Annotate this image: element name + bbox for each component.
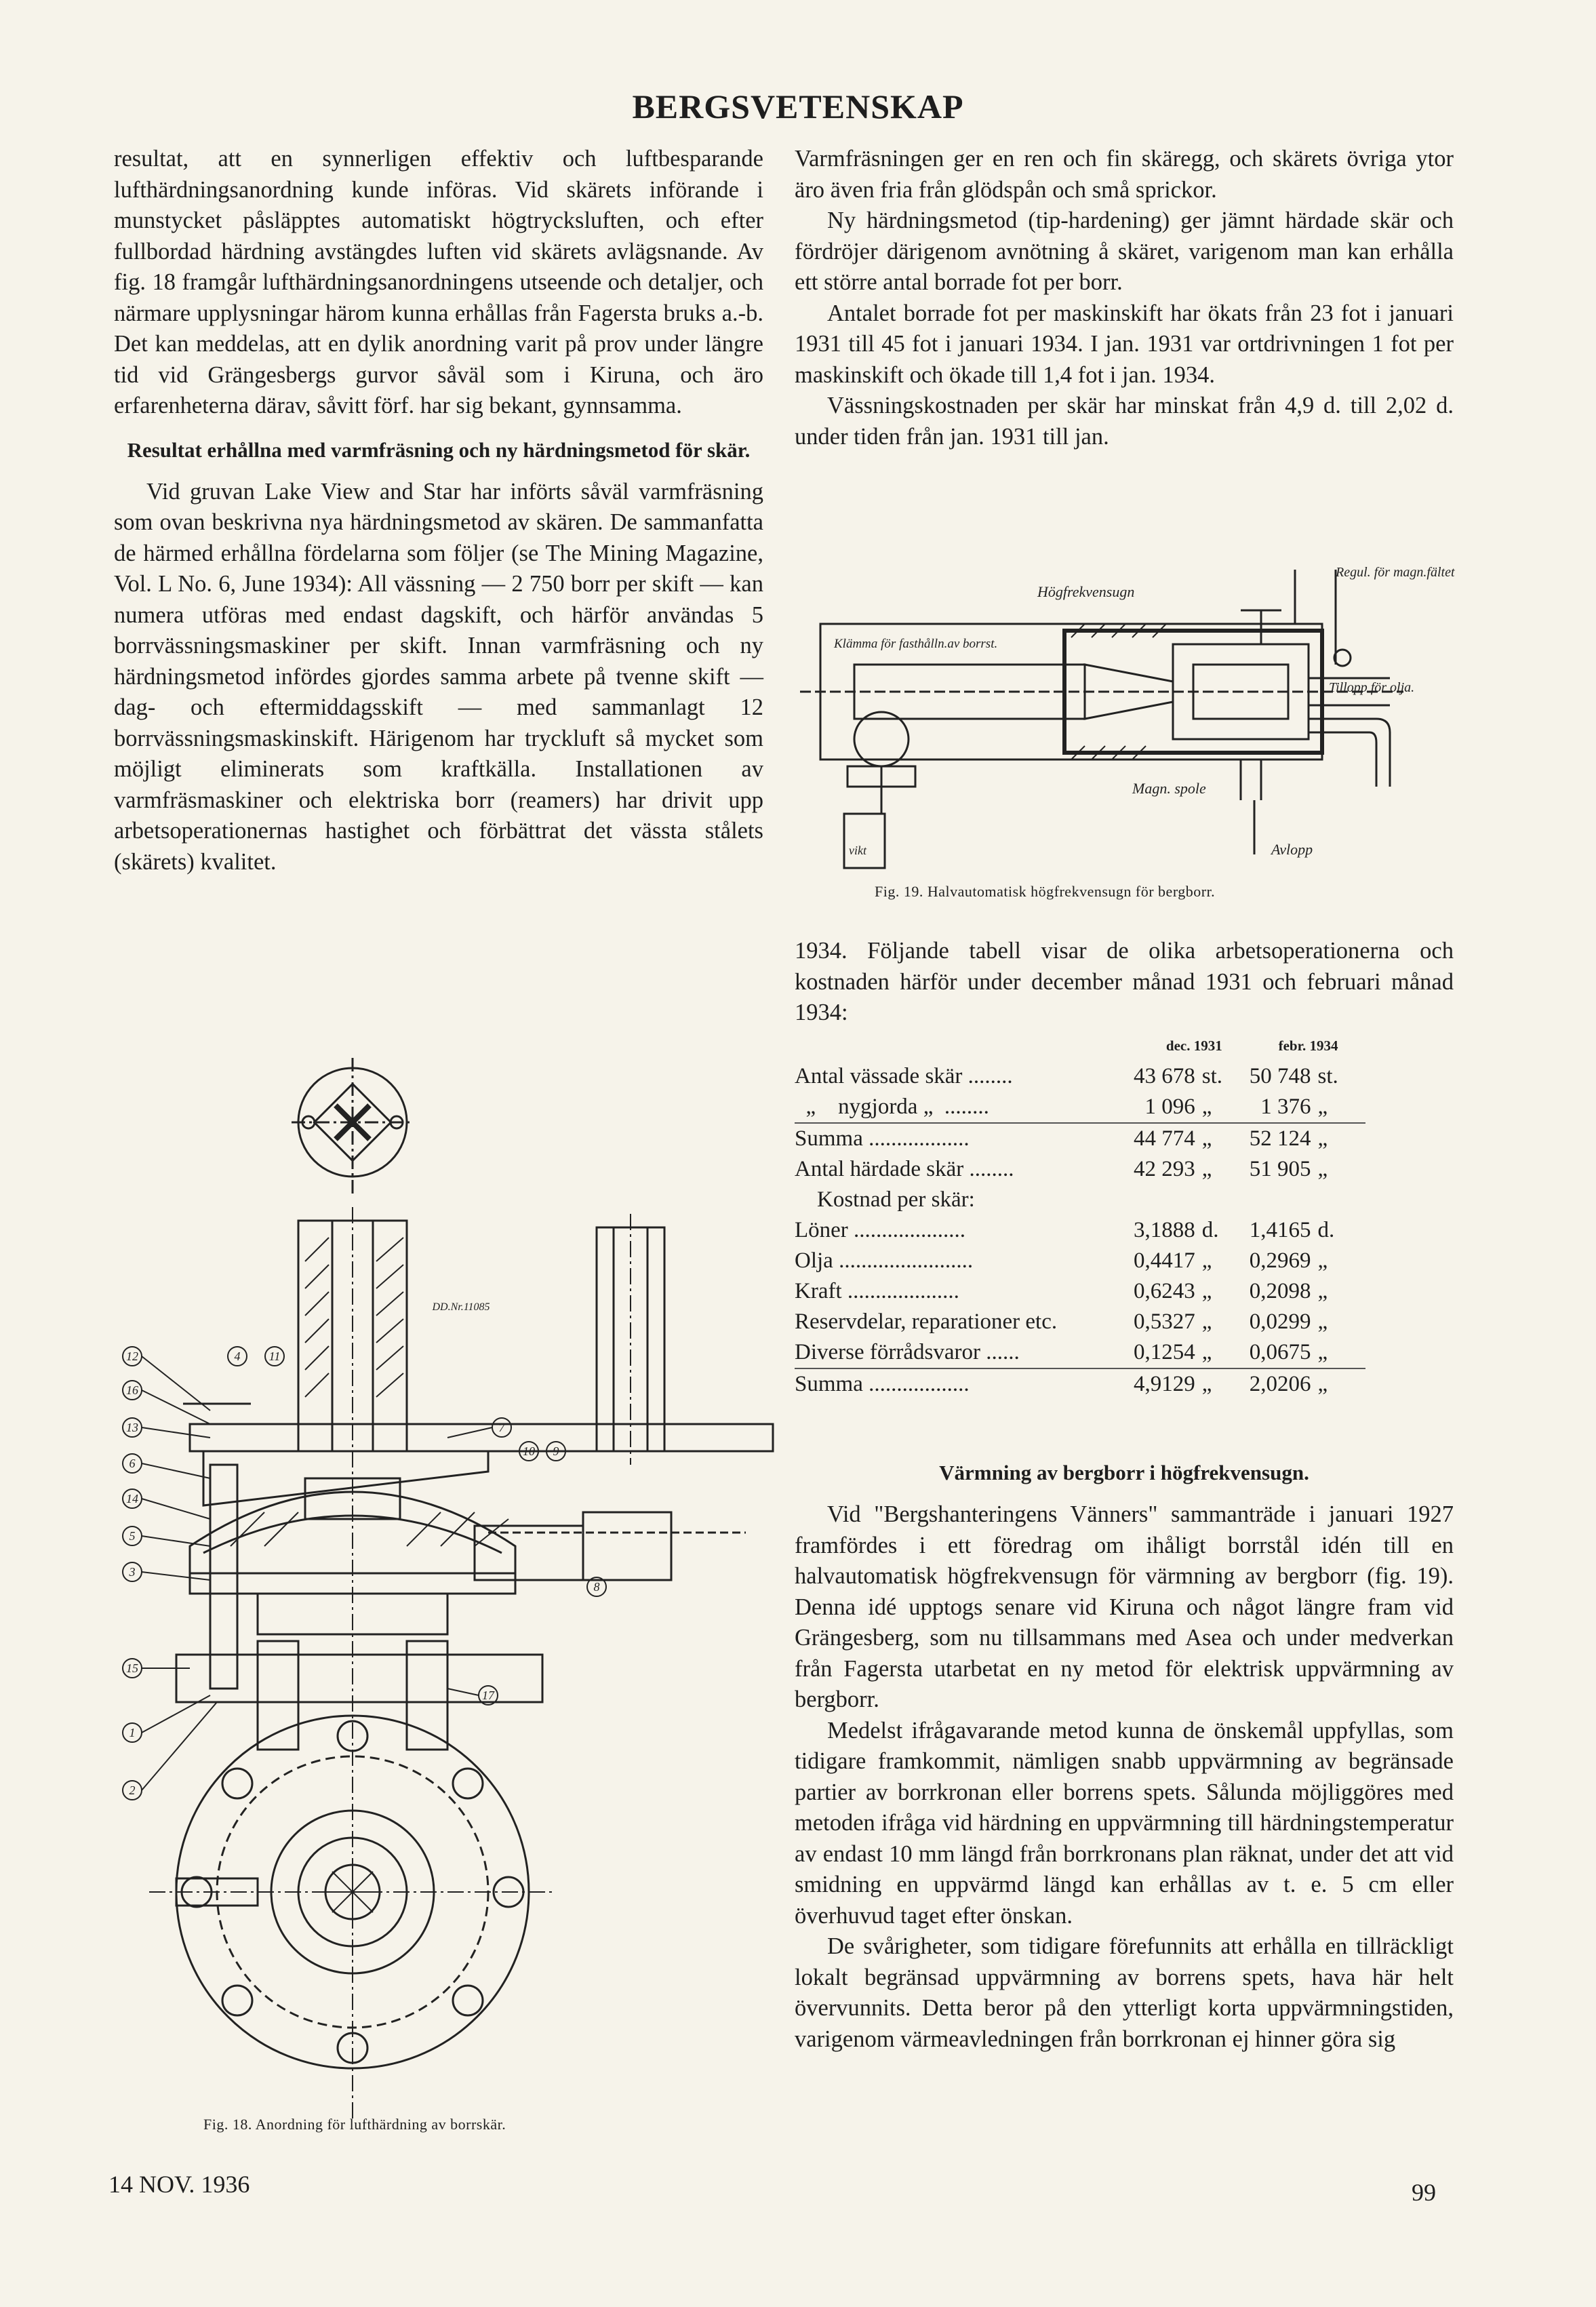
unit-1931: „ xyxy=(1201,1279,1212,1303)
value-1934: 50 748 xyxy=(1249,1064,1311,1088)
value-1934: 51 905 xyxy=(1249,1157,1311,1181)
unit-1931: „ xyxy=(1201,1309,1212,1334)
unit-1934: „ xyxy=(1317,1340,1328,1364)
unit-1931: d. xyxy=(1201,1218,1219,1242)
figure-19-caption: Fig. 19. Halvautomatisk högfrekvensugn för bergborr. xyxy=(875,883,1216,900)
left-column xyxy=(114,144,763,878)
value-1931: 44 774 xyxy=(1134,1123,1202,1154)
figure-18-drawing xyxy=(108,1058,786,2150)
table-row xyxy=(795,1123,1365,1154)
fig18-label: 11 xyxy=(268,1349,281,1363)
value-1931: 0,5327 xyxy=(1134,1309,1195,1334)
value-1931 xyxy=(1134,1185,1202,1215)
row-label: Olja ........................ xyxy=(795,1248,974,1273)
table-row xyxy=(795,1276,1365,1307)
unit-1934: „ xyxy=(1318,1368,1365,1400)
page-header: BERGSVETENSKAP xyxy=(632,87,964,125)
fig18-label: 4 xyxy=(234,1349,241,1363)
paragraph: Varmfräsningen ger en ren och fin skäregg, och skärets övriga ytor äro även fria från glödspån och små sprickor. xyxy=(795,146,1454,203)
fig18-label: 5 xyxy=(129,1529,136,1543)
fig18-drawing-number: DD.Nr.11085 xyxy=(432,1301,490,1313)
table-row xyxy=(795,1061,1365,1092)
table-row xyxy=(795,1337,1365,1368)
value-1934: 1 376 xyxy=(1260,1095,1311,1119)
row-label: Antal härdade skär ........ xyxy=(795,1157,1014,1181)
paragraph: Vid "Bergshanteringens Vänners" sammanträde i januari 1927 framfördes i ett föredrag om ihåligt borrstål idén till en halvautomatisk högfrekvensugn för värmning av bergborr (fig. 19). Denna idé upptogs senare vid Kiruna och något längre fram vid Grängesberg, som nu tillsammans med Asea och under medverkan från Fagersta utarbetat en ny metod för elektrisk uppvärmning av bergborr. xyxy=(795,1501,1454,1712)
value-1934: 2,0206 xyxy=(1250,1368,1318,1400)
value-1931: 4,9129 xyxy=(1134,1368,1202,1400)
value-1934: 0,0299 xyxy=(1249,1309,1311,1334)
table-row xyxy=(795,1185,1365,1215)
right-column-mid xyxy=(795,936,1454,1029)
unit-1931: „ xyxy=(1201,1095,1212,1119)
fig18-label: 17 xyxy=(482,1689,494,1702)
fig18-label: 10 xyxy=(523,1444,535,1458)
fig18-label: 2 xyxy=(129,1783,136,1797)
fig18-label: 14 xyxy=(126,1492,138,1505)
value-1931: 43 678 xyxy=(1134,1064,1195,1088)
page-number: 99 xyxy=(1412,2179,1436,2206)
fig18-label: 13 xyxy=(126,1421,138,1434)
fig18-label: 9 xyxy=(553,1444,559,1458)
paragraph: Medelst ifrågavarande metod kunna de önskemål uppfyllas, som tidigare framkommit, nämligen snabb uppvärmning av begränsade partier av borrkronan eller borrens spets. Sålunda möjliggöres med metoden ifråga vid härdning en uppvärmning till härdningstemperatur av endast 10 mm längd från borrkronans plan räknat, under det att vid smidning en uppvärmd längd kan erhållas av t. e. 5 cm eller överhuvud taget efter önskan. xyxy=(795,1717,1454,1929)
row-label: Antal vässade skär ........ xyxy=(795,1064,1013,1088)
section-heading: Värmning av bergborr i högfrekvensugn. xyxy=(939,1461,1309,1484)
unit-1934 xyxy=(1318,1185,1365,1215)
paragraph: Antalet borrade fot per maskinskift har ökats från 23 fot i januari 1931 till 45 fot i januari 1934. I jan. 1931 var ortdrivningen 1 fot per maskinskift och ökade till 1,4 fot i jan. 1934. xyxy=(795,300,1454,388)
value-1931: 1 096 xyxy=(1144,1095,1195,1119)
paragraph: Ny härdningsmetod (tip-hardening) ger jämnt härdade skär och fördröjer därigenom avnötning å skäret, varigenom man kan erhålla ett större antal borrade fot per borr. xyxy=(795,208,1454,295)
value-1931: 42 293 xyxy=(1134,1157,1195,1181)
paragraph: Vid gruvan Lake View and Star har införts såväl varmfräsning som ovan beskrivna nya härdningsmetod av skären. De sammanfatta de härmed erhållna fördelarna som följer (se The Mining Magazine, Vol. L No. 6, June 1934): All vässning — 2 750 borr per skift — kan numera utföras med endast dagskift, och härför användas 5 borrvässningsmaskiner per skift. Innan varmfräsning och ny härdningsmetod infördes gjordes samma arbete på tvenne skift — dag- och eftermiddagsskift — med sammanlagt 12 borrvässningsmaskinskift. Härigenom har tryckluft så mycket som möjligt eliminerats som kraftkälla. Installationen av varmfräsmaskiner och elektriska borr (reamers) har drivit upp arbetsoperationernas hastighet och förbättrat det vässta stålets (skärets) kvalitet. xyxy=(114,478,763,875)
row-label: Summa .................. xyxy=(795,1368,1134,1400)
value-1931: 0,4417 xyxy=(1134,1248,1195,1273)
section-heading: Resultat erhållna med varmfräsning och ny härdningsmetod för skär. xyxy=(127,437,751,462)
fig18-label: 8 xyxy=(593,1580,600,1594)
unit-1934: „ xyxy=(1317,1279,1328,1303)
table-header-row xyxy=(795,1031,1365,1061)
unit-1934: „ xyxy=(1317,1309,1328,1334)
row-label: Reservdelar, reparationer etc. xyxy=(795,1309,1058,1334)
unit-1934: d. xyxy=(1317,1218,1335,1242)
column-header: dec. 1931 xyxy=(1165,1038,1222,1054)
value-1934 xyxy=(1250,1185,1318,1215)
figure-19-drawing xyxy=(793,556,1458,875)
unit-1931: „ xyxy=(1202,1368,1250,1400)
value-1934: 0,0675 xyxy=(1249,1340,1311,1364)
unit-1934: „ xyxy=(1317,1248,1328,1273)
right-column-bottom xyxy=(795,1444,1454,2055)
value-1934: 0,2969 xyxy=(1249,1248,1311,1273)
fig18-label: 3 xyxy=(129,1565,136,1579)
unit-1931: „ xyxy=(1201,1157,1212,1181)
row-label: Kostnad per skär: xyxy=(795,1187,975,1212)
row-label: Summa .................. xyxy=(795,1123,1134,1154)
fig19-label-outlet: Avlopp xyxy=(1271,841,1313,858)
fig19-label-clamp: Klämma för fasthålln.av borrst. xyxy=(834,637,998,651)
table-row xyxy=(795,1368,1365,1400)
table-row xyxy=(795,1246,1365,1276)
value-1934: 0,2098 xyxy=(1249,1279,1311,1303)
unit-1931 xyxy=(1202,1185,1250,1215)
fig18-label: 16 xyxy=(126,1383,138,1397)
fig18-label: 1 xyxy=(129,1726,136,1739)
value-1931: 3,1888 xyxy=(1134,1218,1195,1242)
paragraph: De svårigheter, som tidigare förefunnits att erhålla en tillräckligt lokalt begränsad uppvärmning av borrens spets, hava här helt övervunnits. Detta beror på den ytterligt korta uppvärmningstiden, varigenom värmeavledningen från borrkronan ej hinner göra sig xyxy=(795,1933,1454,2052)
row-label: Kraft .................... xyxy=(795,1279,959,1303)
value-1934: 1,4165 xyxy=(1249,1218,1311,1242)
unit-1931: „ xyxy=(1202,1123,1250,1154)
fig18-label: 15 xyxy=(126,1661,138,1675)
row-label: Löner .................... xyxy=(795,1218,966,1242)
fig18-label: 7 xyxy=(498,1421,505,1434)
row-label: „ nygjorda „ ........ xyxy=(795,1095,989,1119)
unit-1934: „ xyxy=(1318,1123,1365,1154)
value-1934: 52 124 xyxy=(1250,1123,1318,1154)
fig19-label-regulator: Regul. för magn.fältet xyxy=(1336,565,1455,580)
unit-1934: „ xyxy=(1317,1095,1328,1119)
unit-1934: st. xyxy=(1317,1064,1338,1088)
paragraph: 1934. Följande tabell visar de olika arbetsoperationerna och kostnaden härför under december månad 1931 och februari månad 1934: xyxy=(795,938,1454,1025)
table-row xyxy=(795,1215,1365,1246)
unit-1934: „ xyxy=(1317,1157,1328,1181)
row-label: Diverse förrådsvaror ...... xyxy=(795,1340,1020,1364)
unit-1931: „ xyxy=(1201,1340,1212,1364)
unit-1931: „ xyxy=(1201,1248,1212,1273)
fig19-label-oven: Högfrekvensugn xyxy=(1037,583,1135,600)
value-1931: 0,1254 xyxy=(1134,1340,1195,1364)
fig19-label-weight: vikt xyxy=(849,844,866,857)
value-1931: 0,6243 xyxy=(1134,1279,1195,1303)
fig19-label-inlet: Tillopp för olja. xyxy=(1329,680,1415,695)
right-column-top xyxy=(795,144,1454,452)
table-row xyxy=(795,1154,1365,1185)
unit-1931: st. xyxy=(1201,1064,1223,1088)
table-row xyxy=(795,1092,1365,1123)
fig18-label: 12 xyxy=(126,1349,138,1363)
footer-date: 14 NOV. 1936 xyxy=(108,2171,250,2198)
column-header: febr. 1934 xyxy=(1278,1038,1338,1054)
fig19-label-coil: Magn. spole xyxy=(1132,780,1206,797)
figure-18-caption: Fig. 18. Anordning för lufthärdning av borrskär. xyxy=(203,2116,506,2133)
paragraph: resultat, att en synnerligen effektiv och luftbesparande lufthärdningsanordning kunde införas. Vid skärets införande i munstycket påsläpptes automatiskt högtrycksluften, och efter fullbordad härdning avstängdes luften vid skärets avlägsnande. Av fig. 18 framgår lufthärdningsanordningens utseende och detaljer, och närmare upplysningar härom kunna erhållas från Fagersta bruks a.-b. Det kan meddelas, att en dylik anordning varit på prov under längre tid vid Grängesbergs gurvor såväl som i Kiruna, och äro erfarenheterna därav, såvitt förf. har sig bekant, gynnsamma. xyxy=(114,146,763,418)
cost-table xyxy=(795,1031,1365,1400)
fig18-label: 6 xyxy=(129,1457,136,1470)
table-row xyxy=(795,1307,1365,1337)
paragraph: Vässningskostnaden per skär har minskat från 4,9 d. till 2,02 d. under tiden från jan. 1931 till jan. xyxy=(795,393,1454,450)
